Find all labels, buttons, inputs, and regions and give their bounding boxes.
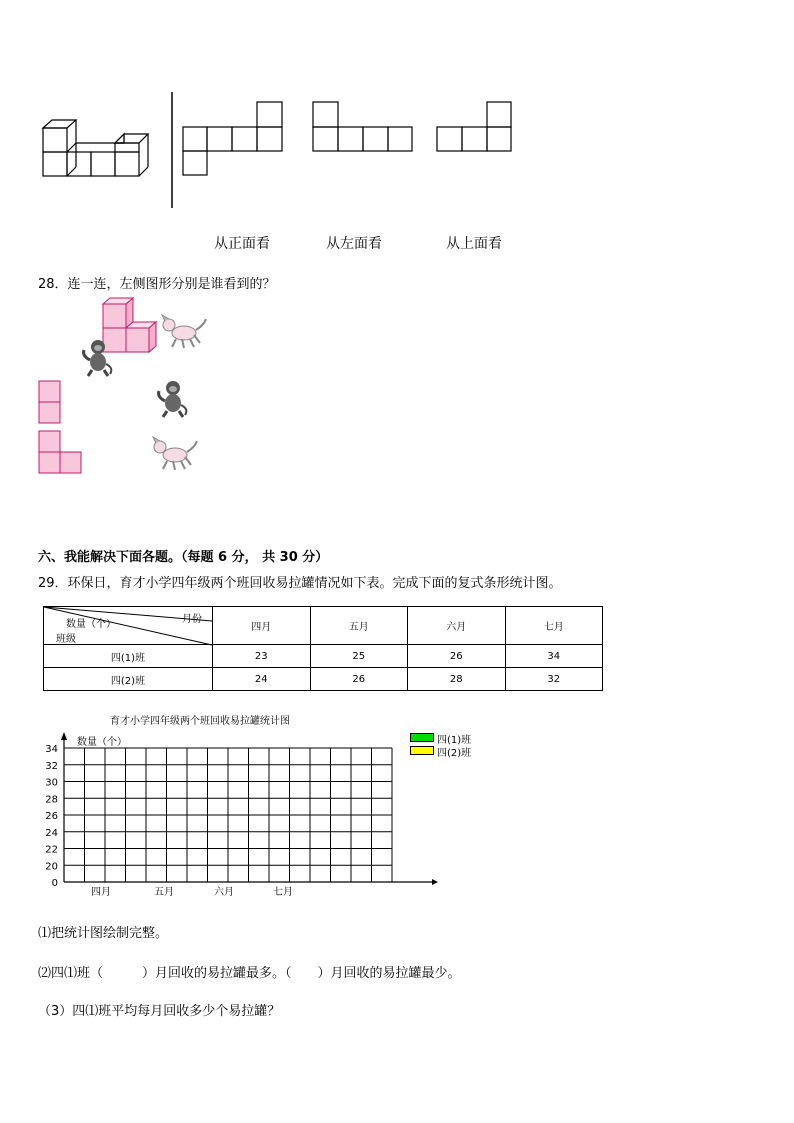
table-cell: 23 [213,645,311,668]
x-tick-label: 六月 [214,887,234,898]
top-view-label: 从上面看 [446,236,502,252]
corner-mid-label: 数量（个） [66,619,116,630]
sub-question-2: ⑵四⑴班（ ）月回收的易拉罐最多。（ ）月回收的易拉罐最少。 [38,966,461,981]
section-6-heading: 六、我能解决下面各题。（每题 6 分， 共 30 分） [38,550,329,565]
front-view-label: 从正面看 [214,236,270,252]
y-tick-label: 28 [45,794,58,806]
y-tick-label: 30 [45,777,58,789]
y-tick-label: 32 [45,760,58,772]
table-cell: 34 [505,645,603,668]
question-29-text: 29．环保日，育才小学四年级两个班回收易拉罐情况如下表。完成下面的复式条形统计图。 [38,576,562,591]
legend-label-class2: 四(2)班 [437,748,472,759]
table-header-cell: 六月 [408,607,506,645]
table-cell: 26 [310,668,408,691]
row-name: 四(2)班 [44,668,213,691]
legend-swatch-class2 [410,746,434,755]
corner-top-label: 月份 [182,614,202,625]
x-tick-label: 七月 [273,887,293,898]
y-tick-label: 24 [45,827,58,839]
table-cell: 32 [505,668,603,691]
y-axis-arrow [61,732,67,740]
y-tick-label: 20 [45,861,58,873]
legend-swatch-class1 [410,733,434,742]
x-tick-label: 四月 [91,887,111,898]
y-tick-label: 22 [45,844,58,856]
table-cell: 25 [310,645,408,668]
table-cell: 24 [213,668,311,691]
chart-ylabel: 数量（个） [77,737,127,748]
question-28-text: 28．连一连，左侧图形分别是谁看到的？ [38,277,276,292]
sub-question-3: （3）四⑴班平均每月回收多少个易拉罐？ [38,1004,281,1019]
y-tick-label: 34 [45,744,58,755]
table-cell: 26 [408,645,506,668]
corner-bottom-label: 班级 [56,634,76,645]
y-tick-label: 0 [51,878,58,889]
row-name: 四(1)班 [44,645,213,668]
table-header-cell: 四月 [213,607,311,645]
left-view-label: 从左面看 [326,236,382,252]
chart-title: 育才小学四年级两个班回收易拉罐统计图 [110,716,290,727]
sub-question-1: ⑴把统计图绘制完整。 [38,926,169,941]
x-tick-label: 五月 [154,887,174,898]
table-header-cell: 七月 [505,607,603,645]
y-tick-label: 26 [45,811,58,822]
table-cell: 28 [408,668,506,691]
table-header-cell: 五月 [310,607,408,645]
legend-label-class1: 四(1)班 [437,735,472,746]
x-axis-arrow [432,879,438,885]
